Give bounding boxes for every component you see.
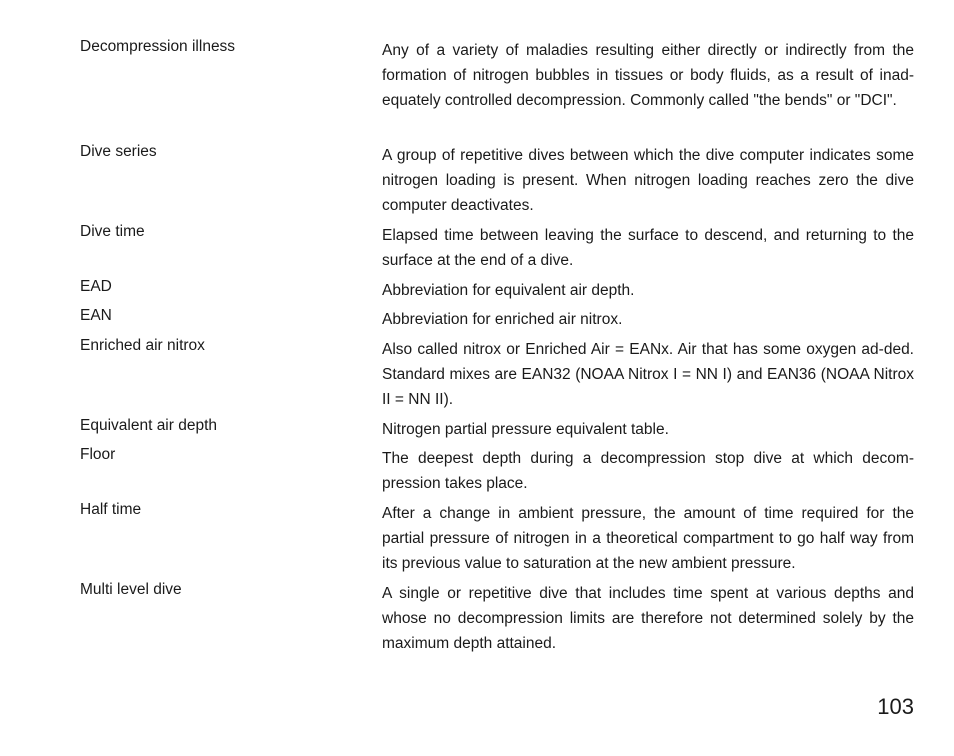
glossary-definition: A group of repetitive dives between which the dive computer indicates some nitrogen loading is present. When nitrogen loading reaches zero the dive computer deactivates. <box>382 147 914 214</box>
glossary-term: Multi level dive <box>80 581 182 598</box>
glossary-definition: Abbreviation for enriched air nitrox. <box>382 311 623 328</box>
glossary-term: Equivalent air depth <box>80 417 218 434</box>
glossary-term: Dive series <box>80 143 157 160</box>
glossary-definition: Abbreviation for equivalent air depth. <box>382 282 635 299</box>
glossary-definition: A single or repetitive dive that includes time spent at various depths and whose no decompression limits are therefore not determined solely by the maximum depth attained. <box>382 585 914 652</box>
glossary-term: Enriched air nitrox <box>80 337 205 354</box>
glossary-term: Half time <box>80 501 142 518</box>
glossary-term: EAD <box>80 278 112 295</box>
glossary-definition: Elapsed time between leaving the surface to descend, and returning to the surface at the end of a dive. <box>382 227 914 269</box>
glossary-term: Floor <box>80 446 116 463</box>
glossary-definition: Also called nitrox or Enriched Air = EANx. Air that has some oxygen ad-ded. Standard mixes are EAN32 (NOAA Nitrox I = NN I) and EAN36 (NOAA Nitrox II = NN II). <box>382 341 914 408</box>
glossary-definition: The deepest depth during a decompression stop dive at which decom-pression takes place. <box>382 450 914 492</box>
glossary-definition: Nitrogen partial pressure equivalent table. <box>382 421 669 438</box>
glossary-term: Dive time <box>80 223 145 240</box>
glossary-term: EAN <box>80 307 112 324</box>
page-number: 103 <box>877 694 914 719</box>
glossary-term: Decompression illness <box>80 38 236 55</box>
glossary-definition: After a change in ambient pressure, the amount of time required for the partial pressure of nitrogen in a theoretical compartment to go half way from its previous value to saturation at the new ambient pressure. <box>382 505 914 572</box>
glossary-definition: Any of a variety of maladies resulting either directly or indirectly from the formation of nitrogen bubbles in tissues or body fluids, as a result of inad-equately controlled decompression. Commonly called "the bends" or "DCI". <box>382 42 914 109</box>
